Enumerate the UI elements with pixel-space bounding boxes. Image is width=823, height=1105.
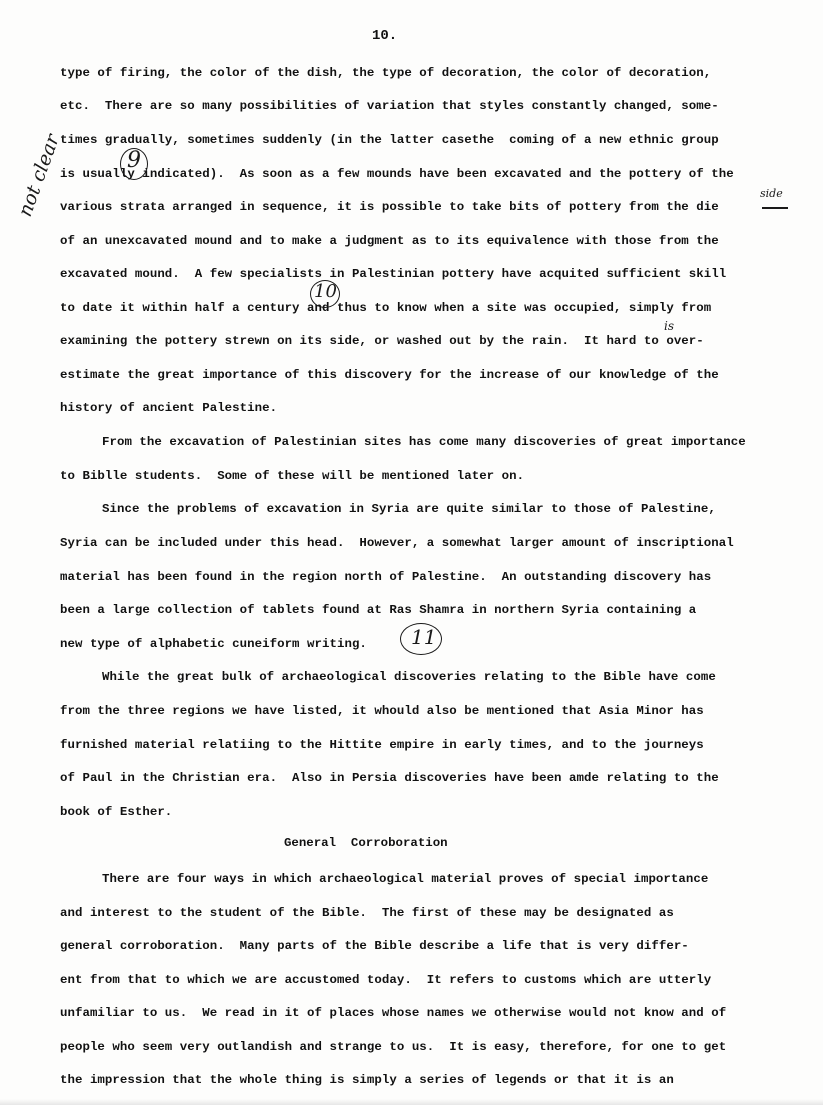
text-line: is usually indicated). As soon as a few mounds have been excavated and the pottery of the xyxy=(60,167,734,181)
text-line: While the great bulk of archaeological discoveries relating to the Bible have come xyxy=(102,670,716,684)
text-line: to date it within half a century and thus to know when a site was occupied, simply from xyxy=(60,301,712,315)
text-line: excavated mound. A few specialists in Palestinian pottery have acquited sufficient skill xyxy=(60,267,727,281)
text-line: to Biblle students. Some of these will be mentioned later on. xyxy=(60,469,525,483)
text-line: material has been found in the region north of Palestine. An outstanding discovery has xyxy=(60,570,712,584)
handwritten-note-10: 10 xyxy=(314,281,337,302)
text-line: the impression that the whole thing is simply a series of legends or that it is an xyxy=(60,1073,674,1087)
text-line: estimate the great importance of this discovery for the increase of our knowledge of the xyxy=(60,368,719,382)
page-number: 10. xyxy=(372,28,398,44)
text-line: There are four ways in which archaeological material proves of special importance xyxy=(102,872,709,886)
handwritten-note-9: 9 xyxy=(127,148,141,173)
text-line: ent from that to which we are accustomed today. It refers to customs which are utterly xyxy=(60,973,712,987)
page-bottom-edge xyxy=(0,1099,823,1105)
strikethrough-mark xyxy=(762,207,788,209)
text-line: type of firing, the color of the dish, the type of decoration, the color of decoration, xyxy=(60,66,712,80)
text-line: from the three regions we have listed, it whould also be mentioned that Asia Minor has xyxy=(60,704,704,718)
text-line: of an unexcavated mound and to make a judgment as to its equivalence with those from the xyxy=(60,234,719,248)
text-line: general corroboration. Many parts of the Bible describe a life that is very differ- xyxy=(60,939,689,953)
text-line: Since the problems of excavation in Syria are quite similar to those of Palestine, xyxy=(102,502,716,516)
text-line: etc. There are so many possibilities of variation that styles constantly changed, some- xyxy=(60,99,719,113)
text-line: history of ancient Palestine. xyxy=(60,401,278,415)
handwritten-insert-is: is xyxy=(664,319,674,333)
text-line: book of Esther. xyxy=(60,805,173,819)
text-line: various strata arranged in sequence, it is possible to take bits of pottery from the die xyxy=(60,200,719,214)
text-line: unfamiliar to us. We read in it of places whose names we otherwise would not know and of xyxy=(60,1006,727,1020)
text-line: Syria can be included under this head. However, a somewhat larger amount of inscriptional xyxy=(60,536,734,550)
text-line: From the excavation of Palestinian sites has come many discoveries of great importance xyxy=(102,435,746,449)
handwritten-margin-note: not clear xyxy=(14,131,64,220)
text-line: people who seem very outlandish and strange to us. It is easy, therefore, for one to get xyxy=(60,1040,727,1054)
text-line: and interest to the student of the Bible. The first of these may be designated as xyxy=(60,906,674,920)
text-line: of Paul in the Christian era. Also in Persia discoveries have been amde relating to the xyxy=(60,771,719,785)
handwritten-insert-side: side xyxy=(760,187,783,200)
handwritten-note-11: 11 xyxy=(411,625,437,649)
section-heading: General Corroboration xyxy=(284,836,448,850)
text-line: new type of alphabetic cuneiform writing. xyxy=(60,637,367,651)
text-line: examining the pottery strewn on its side, or washed out by the rain. It hard to over- xyxy=(60,334,704,348)
text-line: been a large collection of tablets found at Ras Shamra in northern Syria containing a xyxy=(60,603,697,617)
text-line: times gradually, sometimes suddenly (in the latter casethe coming of a new ethnic group xyxy=(60,133,719,147)
text-line: furnished material relatiing to the Hittite empire in early times, and to the journeys xyxy=(60,738,704,752)
